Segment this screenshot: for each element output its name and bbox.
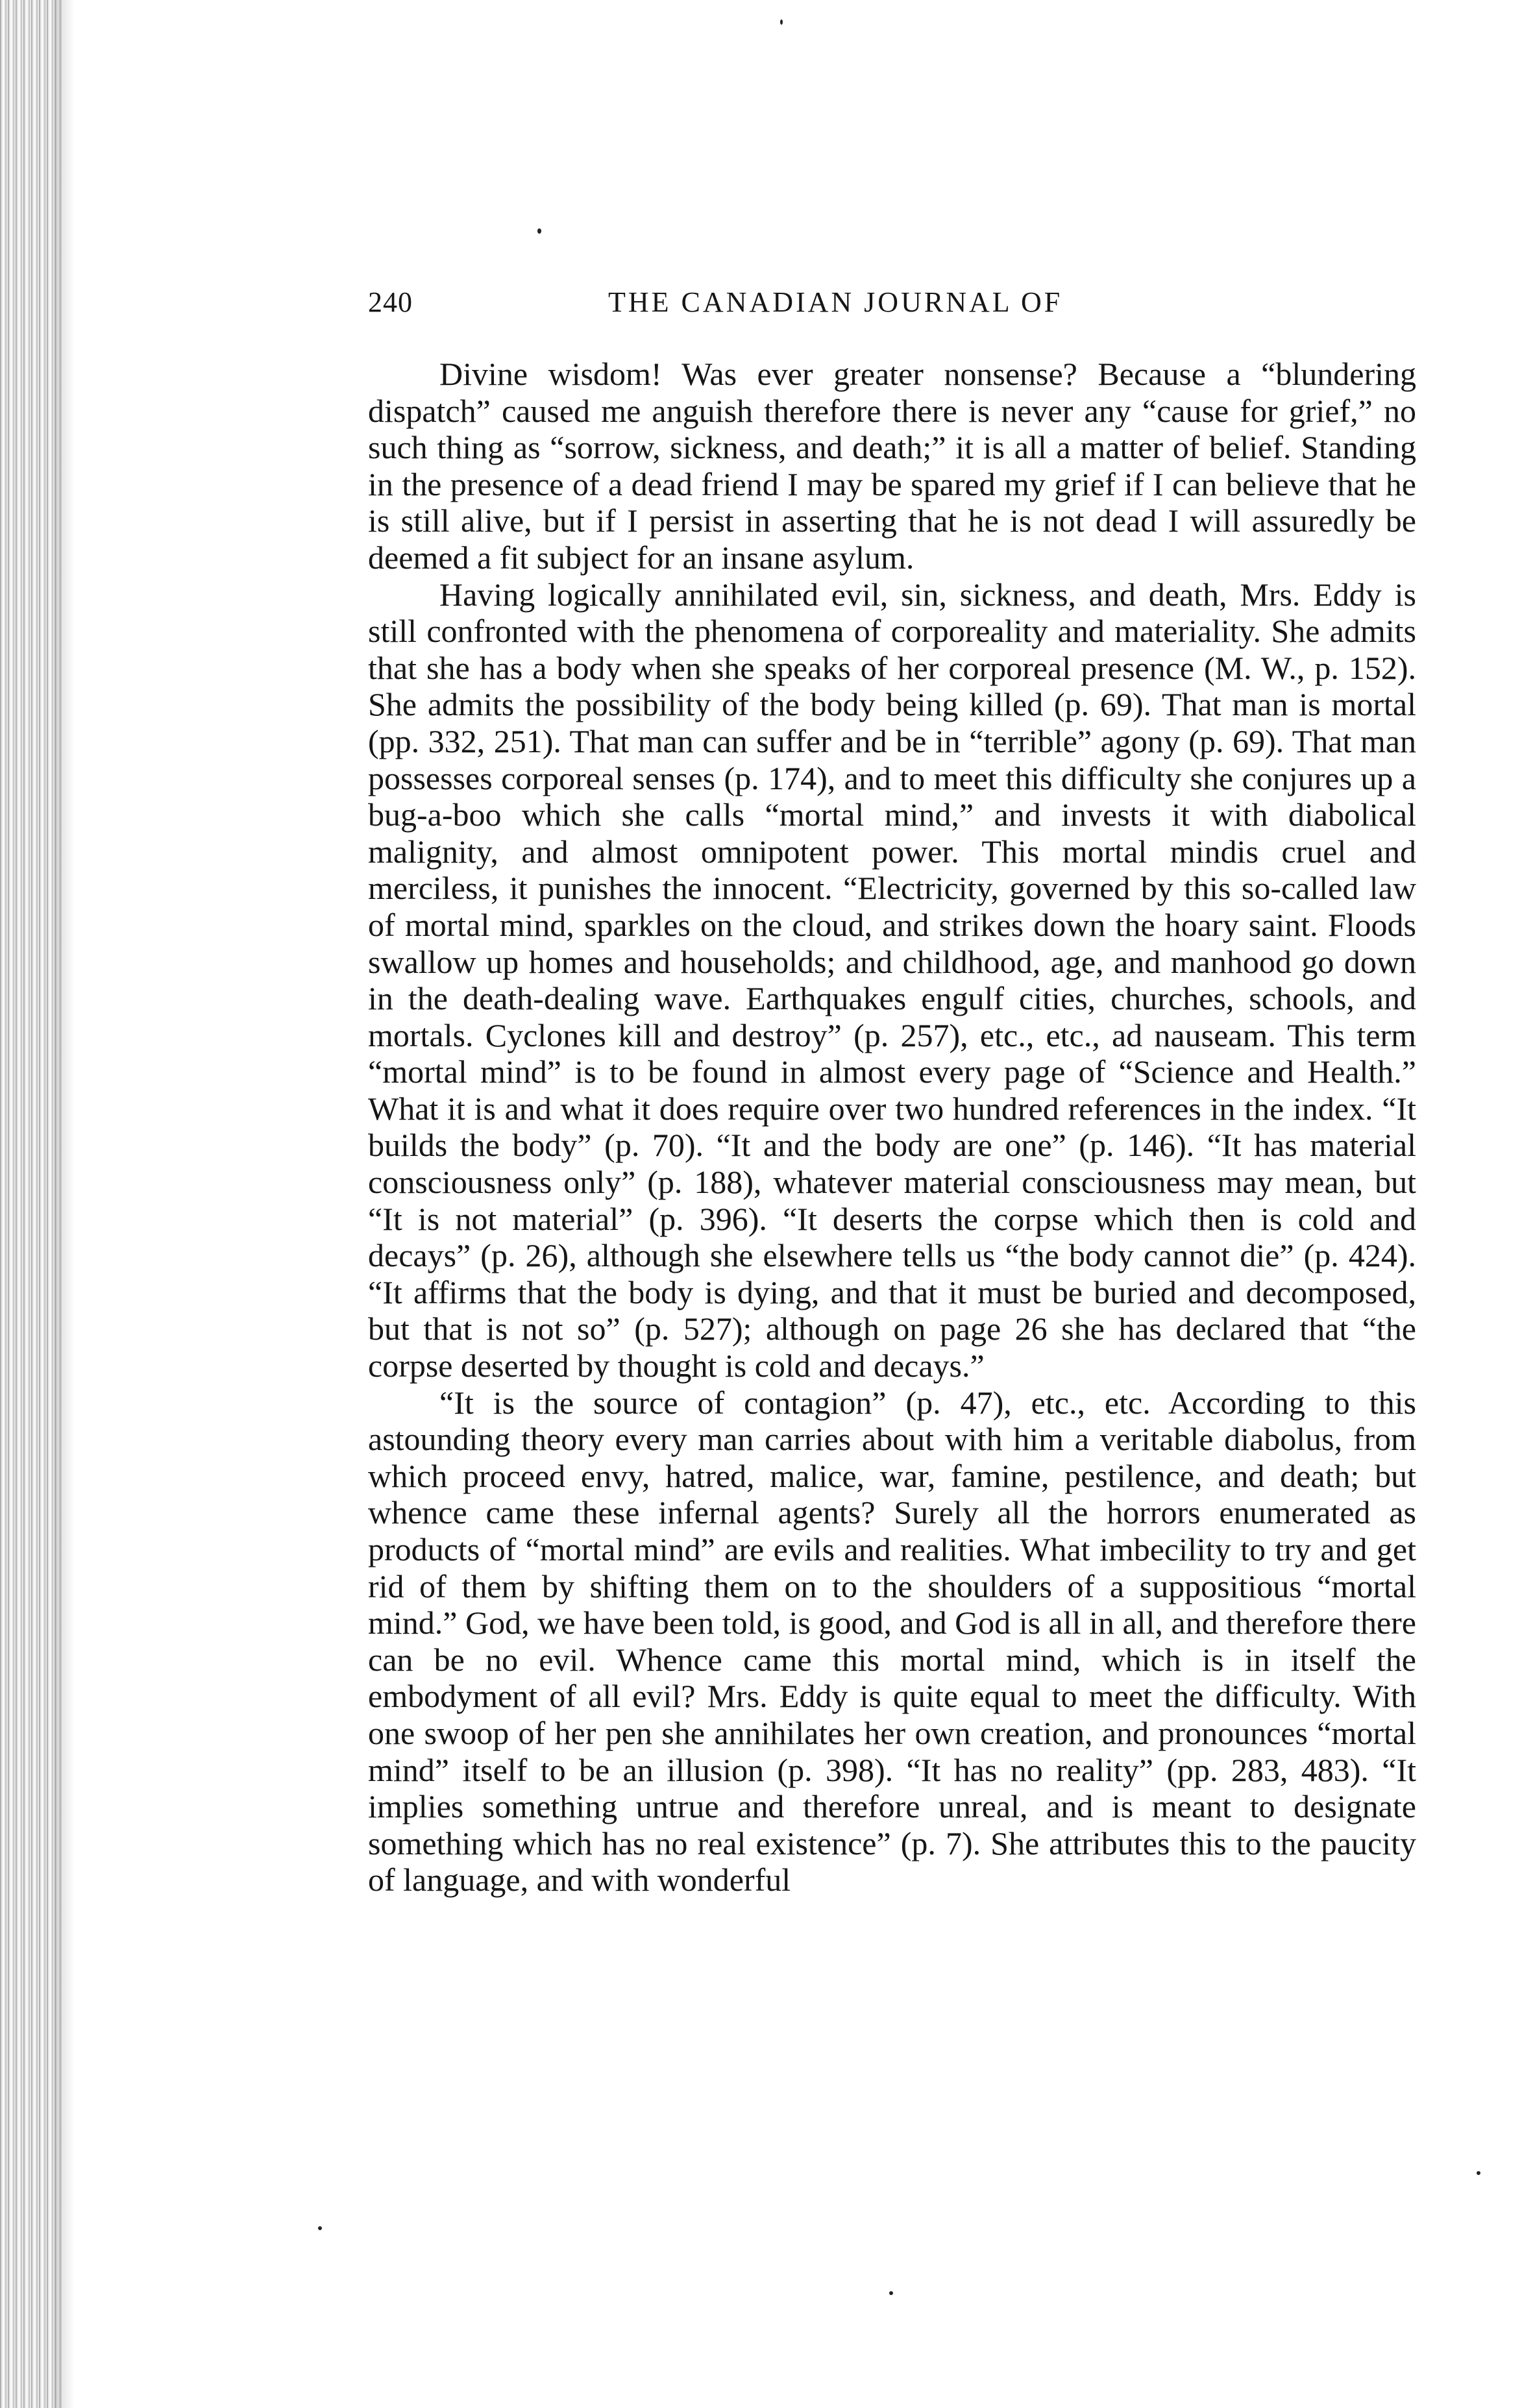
ink-speck: [318, 2226, 322, 2230]
page-number: 240: [368, 286, 413, 318]
ink-speck: [537, 228, 541, 234]
body-text: [368, 356, 1416, 1898]
paragraph: Having logically annihilated evil, sin, sickness, and death, Mrs. Eddy is still confronted with the phenomena of corporeality and materiality. She admits that she has a body when she speaks of her corporeal presence (M. W., p. 152). She admits the possibility of the body being killed (p. 69). That man is mortal (pp. 332, 251). That man can suffer and be in “terrible” agony (p. 69). That man possesses corporeal senses (p. 174), and to meet this difficulty she conjures up a bug-a-boo which she calls “mortal mind,” and invests it with diabolical malignity, and almost omnipotent power. This mortal mindis cruel and merciless, it punishes the innocent. “Electricity, governed by this so-called law of mortal mind, sparkles on the cloud, and strikes down the hoary saint. Floods swallow up homes and households; and childhood, age, and manhood go down in the death-dealing wave. Earthquakes engulf cities, churches, schools, and mortals. Cyclones kill and destroy” (p. 257), etc., etc., ad nauseam. This term “mortal mind” is to be found in almost every page of “Science and Health.” What it is and what it does require over two hundred references in the index. “It builds the body” (p. 70). “It and the body are one” (p. 146). “It has material consciousness only” (p. 188), whatever material consciousness may mean, but “It is not material” (p. 396). “It deserts the corpse which then is cold and decays” (p. 26), although she elsewhere tells us “the body cannot die” (p. 424). “It affirms that the body is dying, and that it must be buried and decomposed, but that is not so” (p. 527); although on page 26 she has declared that “the corpse deserted by thought is cold and decays.”: [368, 576, 1416, 1384]
page-binding-edge: [0, 0, 62, 2408]
ink-speck: [780, 19, 783, 25]
ink-speck: [1477, 2171, 1480, 2175]
paragraph: “It is the source of contagion” (p. 47), etc., etc. According to this astounding theory every man carries about with him a veritable diabolus, from which proceed envy, hatred, malice, war, famine, pestilence, and death; but whence came these infernal agents? Surely all the horrors enumerated as products of “mortal mind” are evils and realities. What imbecility to try and get rid of them by shifting them on to the shoulders of a suppositious “mortal mind.” God, we have been told, is good, and God is all in all, and therefore there can be no evil. Whence came this mortal mind, which is in itself the embodyment of all evil? Mrs. Eddy is quite equal to meet the difficulty. With one swoop of her pen she annihilates her own creation, and pronounces “mortal mind” itself to be an illusion (p. 398). “It has no reality” (pp. 283, 483). “It implies something untrue and therefore unreal, and is meant to designate something which has no real existence” (p. 7). She attributes this to the paucity of language, and with wonderful: [368, 1384, 1416, 1898]
page-header: [368, 286, 1416, 325]
paragraph: Divine wisdom! Was ever greater nonsense? Because a “blundering dispatch” caused me anguish therefore there is never any “cause for grief,” no such thing as “sorrow, sickness, and death;” it is all a matter of belief. Standing in the presence of a dead friend I may be spared my grief if I can believe that he is still alive, but if I persist in asserting that he is not dead I will assuredly be deemed a fit subject for an insane asylum.: [368, 356, 1416, 576]
running-head: THE CANADIAN JOURNAL OF: [608, 286, 1063, 318]
ink-speck: [889, 2291, 893, 2295]
